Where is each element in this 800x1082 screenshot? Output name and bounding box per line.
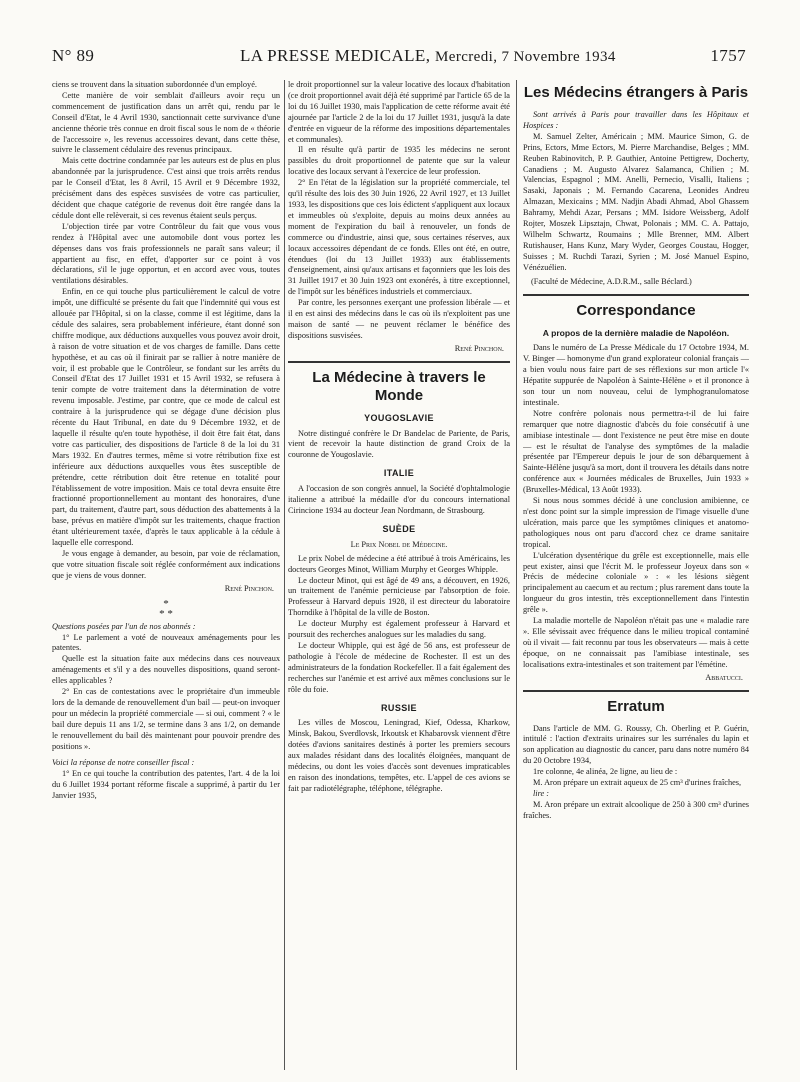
section-rule [523, 690, 749, 692]
paragraph: Cette manière de voir semblait d'ailleurs avoir reçu un commencement de justification dans un arrêt qui, rendu par le Conseil d'Etat, le 4 Avril 1930, sanctionnait cette survivance d'une ancienne théorie très connue en droit fiscal sous le nom de « théorie de l'accessoire », les revenus accessoires devant, dans cette thèse, suivre le classement cédulaire des revenus principaux. [52, 90, 280, 155]
country-heading: YOUGOSLAVIE [364, 412, 434, 423]
paragraph: Notre distingué confrère le Dr Bandelac de Pariente, de Paris, vient de recevoir la haute distinction de grand Croix de la couronne de Yougoslavie. [288, 428, 510, 460]
journal-title [240, 46, 616, 66]
column-2 [288, 80, 510, 1070]
section-title: Les Médecins étrangers à Paris [523, 84, 749, 101]
paragraph: La maladie mortelle de Napoléon n'était pas une « maladie rare ». Elle sévissait avec fréquence dans le milieu tropical contaminé où il vivait — fait reconnu par tous les observateurs — mais à cette époque, on ne connaissait pas l'amibiase intestinale, ses localisations extra-intestinales et son traitement par l'émétine. [523, 616, 749, 669]
signature: René Pinchon. [454, 343, 504, 353]
journal-name: LA PRESSE MEDICALE, [240, 46, 431, 65]
paragraph: Si nous nous sommes décidé à une conclusion amibienne, ce n'est donc point sur la simple impression de l'image visuelle d'une ulcération, mais parce que les symptômes cliniques et anatomo-pathologiques nous ont paru d'accord chez ce drame sanitaire tropical. [523, 496, 749, 549]
paragraph: 1re colonne, 4e alinéa, 2e ligne, au lieu de : [533, 767, 678, 777]
paragraph: Dans le numéro de La Presse Médicale du 17 Octobre 1934, M. V. Binger — homonyme d'un grand explorateur colonial français — a bien voulu nous faire part de ses réflexions sur mon article l'« Hépatite suppurée de Napoléon à Sainte-Hélène » et il prononce à son tour un nom nouveau, celui de lymphogranulomatose intestinale. [523, 343, 749, 407]
subheading: A propos de la dernière maladie de Napoléon. [542, 327, 730, 338]
column-1 [52, 80, 280, 1070]
country-heading: RUSSIE [381, 702, 417, 713]
paragraph: Mais cette doctrine condamnée par les auteurs est de plus en plus abandonnée par la jurisprudence. C'est ainsi que trois arrêts rendus par le Conseil d'Etat, les 8 Avril, 15 Avril et 9 Décembre 1932, précisément dans des espèces susvisées de votre cas particulier, décident que chaque catégorie de revenus doit être rangée dans la cédule dont elle relèverait, si ces revenus étaient seuls perçus. [52, 156, 280, 220]
paragraph: Je vous engage à demander, au besoin, par voie de réclamation, que votre situation fiscale soit réglée conformément aux indications que je viens de vous donner. [52, 548, 280, 580]
column-3 [523, 80, 749, 1070]
paragraph: M. Aron prépare un extrait alcoolique de 250 à 300 cm³ d'urines fraîches. [523, 799, 749, 820]
paragraph: 2° En l'état de la législation sur la propriété commerciale, tel qu'il résulte des lois des 30 Juin 1926, 22 Avril 1927, et 13 Juillet 1933, les dispositions que ces lois édictent s'appliquent aux locaux et immeubles où s'exploite, depuis au moins deux années au moment de l'expiration du bail à renouveler, un fonds de commerce ou d'industrie, ainsi que, sous certaines réserves, aux locaux accessoires dépendant de ce fonds. Elles ont été, en outre, étendues (loi du 13 Juillet 1933) aux établissements d'enseignement, ainsi qu'aux artisans et façonniers que les lois des 31 Juillet 1917 et 30 Juin 1923 ont exonérés, à titre exceptionnel, de l'impôt sur les bénéfices industriels et commerciaux. [288, 178, 510, 297]
paragraph: 1° Le parlement a voté de nouveaux aménagements pour les patentes. [52, 632, 280, 653]
paragraph: Il en résulte qu'à partir de 1935 les médecins ne seront passibles du droit proportionnel de patente que sur la valeur locative des locaux servant à l'exercice de leur profession. [288, 145, 510, 177]
paragraph: le droit proportionnel sur la valeur locative des locaux d'habitation (ce droit proportionnel avait déjà été supprimé par l'article 65 de la loi du 16 Juillet 1930, mais l'application de cette réforme avait été ajournée par l'article 2 de la loi du 17 Juillet 1931, jusqu'à la date d'entrée en vigueur de la réforme des impositions départementales et communales). [288, 80, 510, 144]
paragraph: Quelle est la situation faite aux médecins dans ces nouveaux aménagements et s'il y a des nouvelles dispositions, quand seront-elles applicables ? [52, 654, 280, 686]
paragraph: A l'occasion de son congrès annuel, la Société d'ophtalmologie italienne a attribué la médaille d'or du concours international Cirincione 1934 au docteur Jean Nordmann, de Strasbourg. [288, 484, 510, 515]
issue-number: N° 89 [52, 46, 95, 65]
paragraph: Notre confrère polonais nous permettra-t-il de lui faire remarquer que notre diagnostic d'abcès du foie consécutif à une amibiase intestinale — dont l'existence ne peut être mise en doute — est le résultat de l'analyse des symptômes de la maladie présentée par l'Empereur depuis le jour de son débarquement à Sainte-Hélène jusqu'à sa mort, dont il trouvera les détails dans notre conférence aux « Journées médicales de Bruxelles, Juin 1933 » (Bruxelles-Médical, 13 Août 1933). [523, 408, 749, 495]
intro-line: Sont arrivés à Paris pour travailler dans les Hôpitaux et Hospices : [523, 110, 749, 130]
paragraph: 2° En cas de contestations avec le propriétaire d'un immeuble lors de la demande de renouvellement d'un bail — peut-on invoquer pour un médecin la propriété commerciale — si oui, comment ? « le bail dure depuis 11 ans 1/2, se termine dans 3 ans 1/2, on demande le renouvellement du bail dès maintenant pour pouvoir prendre des positions ». [52, 687, 280, 751]
paragraph: Les villes de Moscou, Leningrad, Kief, Odessa, Kharkow, Minsk, Bakou, Sverdlovsk, Irkoutsk et Khabarovsk viennent d'être dotées d'avions sanitaires destinés à porter les premiers secours aux malades résidant dans des localités éloignées, manquant de médecins, ou dont les voies d'accès sont devenues impraticables en raison des inondations, tempêtes, etc. L'appel de ces avions se fait par radiotélégraphe, téléphone, télégraphe. [288, 718, 510, 793]
paragraph: L'ulcération dysentérique du grêle est exceptionnelle, mais elle peut exister, ainsi que l'écrit M. le professeur Joyeux dans son « Précis de médecine coloniale » : « les lésions siègent principalement au caecum et au rectum ; plus rarement dans toute la longueur du gros intestin, très exceptionnellement dans l'intestin grêle ». [523, 550, 749, 615]
paragraph: 1° En ce qui touche la contribution des patentes, l'art. 4 de la loi du 6 Juillet 1934 portant réforme fiscale a supprimé, à partir du 1er Janvier 1935, [52, 769, 280, 801]
paragraph: Dans l'article de MM. G. Roussy, Ch. Oberling et P. Guérin, intitulé : l'action d'extraits urinaires sur les surrénales du lapin et son application au diagnostic du cancer, paru dans notre numéro 84 du 20 Octobre 1934, [523, 723, 749, 766]
paragraph: M. Aron prépare un extrait aqueux de 25 cm³ d'urines fraîches, [533, 778, 742, 788]
issue-date: Mercredi, 7 Novembre 1934 [435, 49, 616, 65]
signature: René Pinchon. [224, 583, 274, 593]
note-line: (Faculté de Médecine, A.D.R.M., salle Béclard.) [531, 276, 692, 286]
answer-heading: Voici la réponse de notre conseiller fiscal : [52, 758, 195, 768]
questions-heading: Questions posées par l'un de nos abonnés : [52, 621, 196, 631]
paragraph: ciens se trouvent dans la situation subordonnée d'un employé. [52, 80, 257, 89]
paragraph: Le prix Nobel de médecine a été attribué à trois Américains, les docteurs Georges Minot, William Murphy et Georges Whipple. [288, 553, 510, 574]
separator-stars: * * * [159, 597, 173, 620]
paragraph: Le docteur Murphy est également professeur à Harvard et poursuit des recherches analogues sur les maladies du sang. [288, 619, 510, 640]
paragraph: Par contre, les personnes exerçant une profession libérale — et il en est ainsi des médecins dans le cas où ils n'exploitent pas une maison de santé — ne peuvent réclamer le bénéfice des dispositions susvisées. [288, 298, 510, 340]
subheading: Le Prix Nobel de Médecine. [350, 539, 448, 549]
paragraph: L'objection tirée par votre Contrôleur du fait que vous vous rendez à l'Hôpital avec une automobile dont vous portez les dépenses dans vos frais professionnels ne paraît sans valeur; il appartient au fisc, en effet, d'apporter sur ce point à vos déclarations, s'il le juge opportun, et en accord avec vous, toutes ventilations désirables. [52, 221, 280, 286]
paragraph: Le docteur Whipple, qui est âgé de 56 ans, est professeur de pathologie à l'école de médecine de Rochester. Il est un des administrateurs de la fondation Rockefeller. Il a fait également des recherches sur l'anémie et est arrivé aux mêmes conclusions sur le rôle du foie. [288, 640, 510, 694]
column-divider [284, 80, 285, 1070]
page-number: 1757 [710, 46, 746, 65]
section-title: Correspondance [576, 301, 696, 319]
paragraph: Enfin, en ce qui touche plus particulièrement le calcul de votre impôt, une difficulté se présente du fait que l'indemnité qui vous est allouée par l'Hôpital, si on la classe, comme il est légitime, dans la cédule des salaires, sera probablement inférieure, étant donné son chiffre modique, aux déductions auxquelles vous pouvez avoir droit, à raison de votre situation et de vos charges de famille. Dans cette hypothèse, et au cas où il finirait par se rallier à notre manière de voir, il est probable que le Contrôleur, se fondant sur les arrêts du Conseil d'Etat des 17 Juillet 1931 et 15 Avril 1932, se refusera à tenir compte de votre traitement dans la détermination de votre revenu imposable. J'estime, par contre, que ce mode de calcul est contraire à la jurisprudence qui se dégage d'une décision plus récente du Haut Tribunal, en date du 9 Décembre 1932, et de laquelle il résulte qu'en toute hypothèse, il doit être fait état, dans votre cas particulier, des dispositions de l'article 8 de la loi du 31 Mars 1932. En d'autres termes, même si votre rétribution fixe est inférieure aux déductions auxquelles vous êtes susceptible de prétendre, cette rétribution doit être retenue en totalité pour l'établissement de votre imposition. Mais ce total devra ensuite être fractionné proportionnellement au montant des honoraires, d'une part, du traitement, d'autre part, sous déduction des abattements à la base, prévus en matière d'impôt sur les traitements, chaque fraction étant ultérieurement taxée, d'après le taux applicable à la cédule à laquelle elle correspond. [52, 287, 280, 548]
section-title: Erratum [607, 697, 665, 715]
section-rule [288, 361, 510, 363]
column-divider [516, 80, 517, 1070]
paragraph: lire : [533, 788, 550, 798]
paragraph: M. Samuel Zelter, Américain ; MM. Maurice Simon, G. de Prins, Ectors, Mme Ectors, M. Pierre Marchandise, Belges ; MM. Reuben Rabinovitch, P. P. Gauthier, Antoine Pettigrew, Docherty, Canadiens ; M. Augusto Alvarez Salamanca, Chilien ; M. Valencias, Espagnol ; MM. Anelli, Pernecio, Visalli, Italiens ; Sasaki, Japonais ; M. Fernando Cacarena, Leonides Andreu Almazan, Mexicains ; MM. Nadjin Abadi Ahmad, Abol Ghassem Bahramy, Mehdi Azar, Persans ; MM. Isidore Weissberg, Adolf Rojter, Moszek Lipsztajn, Chwat, Polonais ; MM. C. A. Pattajo, Wilhelm Schwartz, Roumains ; Mlle Brenner, MM. Albert Rutishauser, Hans Kunz, Mary Wyder, Georges Coustau, Hogger, Suisses ; M. Ruchdi Tarazi, Syrien ; M. José Manuel Espino, Vénézuélien. [523, 131, 749, 272]
signature: Abbatucci. [705, 672, 743, 682]
section-rule [523, 294, 749, 296]
country-heading: ITALIE [383, 468, 415, 479]
country-heading: SUÈDE [382, 523, 416, 534]
paragraph: Le docteur Minot, qui est âgé de 49 ans, a découvert, en 1926, un traitement de l'anémie pernicieuse par l'absorption de foie. Professeur à Harvard depuis 1928, il est directeur du laboratoire Thorndike à l'hôpital de la ville de Boston. [288, 575, 510, 618]
section-title: La Médecine à travers le Monde [312, 368, 486, 404]
page-header [52, 44, 746, 68]
